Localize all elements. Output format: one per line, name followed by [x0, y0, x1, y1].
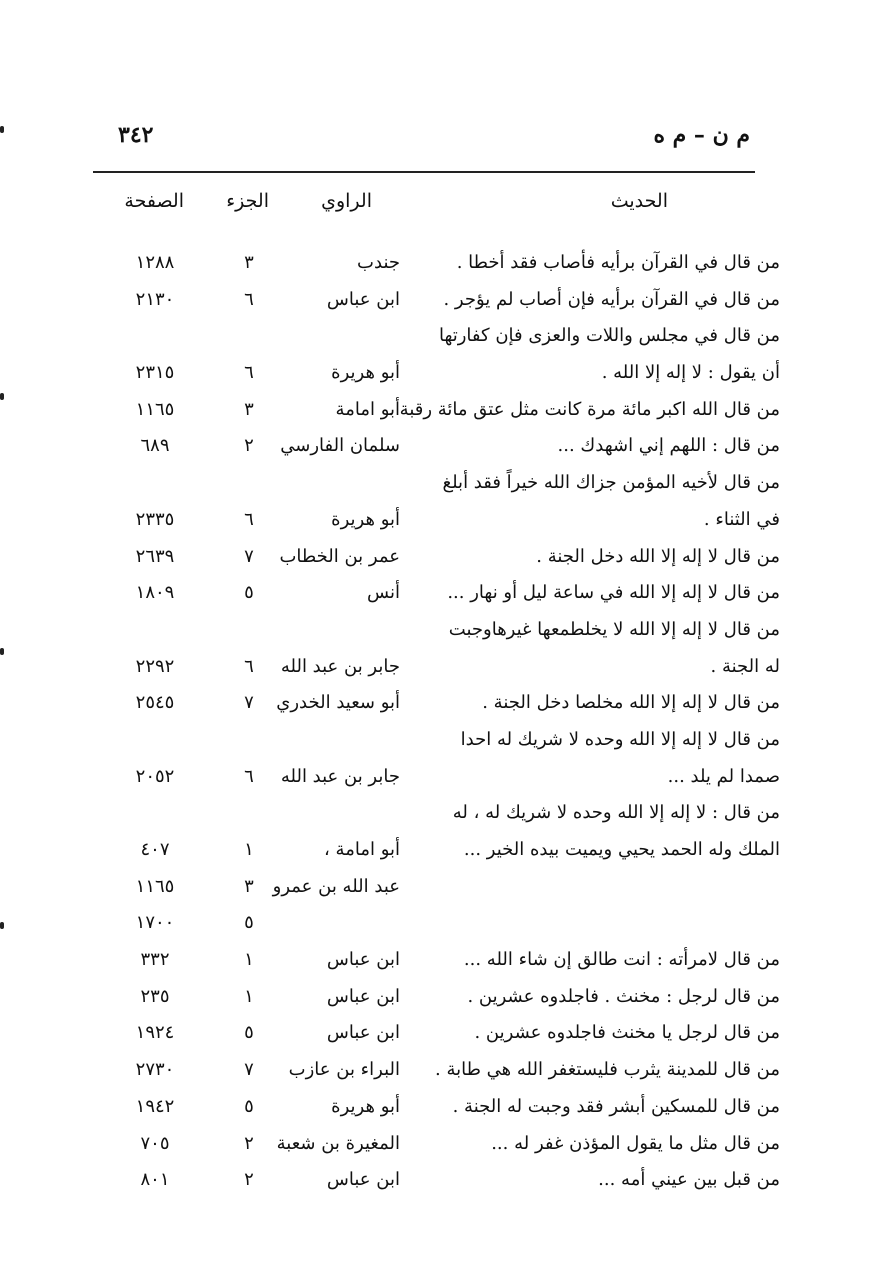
- page-number-cell: ٢٣٥: [140, 985, 170, 1007]
- hadith-text: صمدا لم يلد ...: [667, 765, 780, 787]
- header-rule: [93, 171, 755, 173]
- hadith-text: أن يقول : لا إله إلا الله .: [601, 362, 780, 384]
- part-number: ٥: [244, 1022, 254, 1044]
- part-number: ٢: [244, 1132, 254, 1154]
- page-number-cell: ١١٦٥: [135, 398, 175, 420]
- table-row: [0, 1016, 890, 1053]
- page-number-cell: ١٩٢٤: [135, 1022, 175, 1044]
- margin-mark: [0, 648, 4, 655]
- table-row: [0, 796, 890, 833]
- part-number: ١: [244, 949, 254, 971]
- hadith-text: من قال لرجل : مخنث . فاجلدوه عشرين .: [467, 985, 780, 1007]
- narrator-name: المغيرة بن شعبة: [276, 1132, 400, 1154]
- narrator-name: أبو هريرة: [331, 362, 400, 384]
- narrator-name: ابن عباس: [326, 949, 400, 971]
- part-number: ٢: [244, 435, 254, 457]
- hadith-text: الملك وله الحمد يحيي ويميت بيده الخير ...: [463, 839, 780, 860]
- part-number: ٣: [244, 875, 254, 897]
- page-number-cell: ١٧٠٠: [135, 912, 175, 934]
- narrator-name: أبو امامة ،: [324, 839, 400, 860]
- table-row: [0, 540, 890, 577]
- page-number-cell: ٨٠١: [140, 1169, 170, 1191]
- index-table: [0, 246, 890, 1200]
- hadith-text: من قال في القرآن برأيه فأصاب فقد أخطا .: [456, 252, 780, 273]
- table-row: [0, 906, 890, 943]
- running-head-section: م ن – م ه: [653, 122, 750, 148]
- page-number-cell: ١٨٠٩: [135, 582, 175, 604]
- page-number-cell: ٢١٣٠: [135, 288, 175, 310]
- table-row: [0, 356, 890, 393]
- hadith-text: من قال : اللهم إني اشهدك ...: [557, 435, 780, 457]
- part-number: ٥: [244, 912, 254, 934]
- hadith-text: من قال للمسكين أبشر فقد وجبت له الجنة .: [452, 1095, 780, 1117]
- table-row: [0, 980, 890, 1017]
- margin-mark: [0, 126, 4, 133]
- table-row: [0, 686, 890, 723]
- table-row: [0, 870, 890, 907]
- hadith-text: له الجنة .: [710, 655, 780, 677]
- table-row: [0, 466, 890, 503]
- page-number-cell: ٢٦٣٩: [135, 545, 175, 567]
- part-number: ١: [244, 839, 254, 860]
- narrator-name: جندب: [357, 252, 400, 273]
- hadith-text: من قال في مجلس واللات والعزى فإن كفارتها: [438, 325, 780, 347]
- page-number-cell: ١٩٤٢: [135, 1095, 175, 1117]
- part-number: ٣: [244, 252, 254, 273]
- hadith-text: من قال لا إله إلا الله لا يخلطمعها غيرهاوجبت: [448, 618, 780, 640]
- hadith-text: من قال مثل ما يقول المؤذن غفر له ...: [491, 1132, 780, 1154]
- part-number: ٥: [244, 582, 254, 604]
- table-row: [0, 283, 890, 320]
- table-row: [0, 760, 890, 797]
- part-number: ٣: [244, 398, 254, 420]
- hadith-text: من قبل بين عيني أمه ...: [598, 1169, 780, 1191]
- page-number-cell: ٢٣١٥: [135, 362, 175, 384]
- hadith-text: من قال في القرآن برأيه فإن أصاب لم يؤجر .: [443, 288, 780, 310]
- table-row: [0, 1053, 890, 1090]
- margin-mark: [0, 393, 4, 400]
- page-number-cell: ٣٣٢: [140, 949, 170, 971]
- table-row: [0, 576, 890, 613]
- page-number-cell: ١٢٨٨: [135, 252, 175, 273]
- part-number: ٦: [244, 362, 254, 384]
- page-number-cell: ٢٢٩٢: [135, 655, 175, 677]
- narrator-name: ابن عباس: [326, 1169, 400, 1191]
- part-number: ٧: [244, 1059, 254, 1081]
- page-number-cell: ٦٨٩: [140, 435, 170, 457]
- part-number: ٦: [244, 508, 254, 530]
- hadith-text: من قال لا إله إلا الله وحده لا شريك له احدا: [460, 728, 780, 750]
- hadith-text: من قال : لا إله إلا الله وحده لا شريك له ، له: [452, 802, 780, 824]
- hadith-text: من قال لامرأته : انت طالق إن شاء الله ...: [463, 949, 780, 971]
- narrator-name: ابن عباس: [326, 1022, 400, 1044]
- part-number: ٦: [244, 288, 254, 310]
- narrator-name: أبو هريرة: [331, 508, 400, 530]
- narrator-name: جابر بن عبد الله: [280, 655, 400, 677]
- narrator-name: عبد الله بن عمرو: [272, 875, 400, 897]
- hadith-text: من قال لا إله إلا الله دخل الجنة .: [536, 545, 780, 567]
- column-header-narrator: الراوي: [321, 190, 372, 212]
- part-number: ٧: [244, 692, 254, 714]
- narrator-name: عمر بن الخطاب: [279, 545, 400, 567]
- hadith-text: من قال لا إله إلا الله مخلصا دخل الجنة .: [482, 692, 780, 714]
- narrator-name: جابر بن عبد الله: [280, 765, 400, 787]
- narrator-name: ابن عباس: [326, 288, 400, 310]
- table-row: [0, 1127, 890, 1164]
- hadith-text: في الثناء .: [703, 508, 780, 530]
- page-number-cell: ١١٦٥: [135, 875, 175, 897]
- narrator-name: البراء بن عازب: [288, 1059, 400, 1081]
- page-number-cell: ٢٧٣٠: [135, 1059, 175, 1081]
- hadith-text: من قال الله اكبر مائة مرة كانت مثل عتق مائة رقبة .: [388, 398, 780, 420]
- narrator-name: أبو سعيد الخدري: [276, 692, 400, 714]
- page-number-cell: ٢٥٤٥: [135, 692, 175, 714]
- hadith-text: من قال للمدينة يثرب فليستغفر الله هي طابة .: [435, 1059, 780, 1081]
- column-header-part: الجزء: [226, 190, 269, 212]
- table-row: [0, 1090, 890, 1127]
- column-header-hadith: الحديث: [610, 190, 668, 212]
- table-row: [0, 1163, 890, 1200]
- table-row: [0, 393, 890, 430]
- table-row: [0, 650, 890, 687]
- page-number-cell: ٢٠٥٢: [135, 765, 175, 787]
- narrator-name: أنس: [367, 582, 400, 604]
- narrator-name: أبو امامة: [335, 398, 400, 420]
- table-row: [0, 723, 890, 760]
- column-header-page: الصفحة: [124, 190, 184, 212]
- page-number-cell: ٧٠٥: [140, 1132, 170, 1154]
- table-row: [0, 429, 890, 466]
- hadith-text: من قال لأخيه المؤمن جزاك الله خيراً فقد أبلغ: [442, 472, 780, 494]
- margin-mark: [0, 922, 4, 929]
- narrator-name: أبو هريرة: [331, 1095, 400, 1117]
- part-number: ٦: [244, 765, 254, 787]
- table-row: [0, 613, 890, 650]
- hadith-text: من قال لا إله إلا الله في ساعة ليل أو نهار ...: [447, 582, 780, 604]
- table-row: [0, 833, 890, 870]
- page-number-cell: ٤٠٧: [140, 839, 170, 860]
- hadith-text: من قال لرجل يا مخنث فاجلدوه عشرين .: [474, 1022, 780, 1044]
- part-number: ١: [244, 985, 254, 1007]
- table-row: [0, 503, 890, 540]
- part-number: ٧: [244, 545, 254, 567]
- table-row: [0, 246, 890, 283]
- narrator-name: سلمان الفارسي: [280, 435, 400, 457]
- part-number: ٥: [244, 1095, 254, 1117]
- table-row: [0, 319, 890, 356]
- table-row: [0, 943, 890, 980]
- page-number-cell: ٢٣٣٥: [135, 508, 175, 530]
- part-number: ٦: [244, 655, 254, 677]
- narrator-name: ابن عباس: [326, 985, 400, 1007]
- page-number: ٣٤٢: [118, 122, 154, 148]
- part-number: ٢: [244, 1169, 254, 1191]
